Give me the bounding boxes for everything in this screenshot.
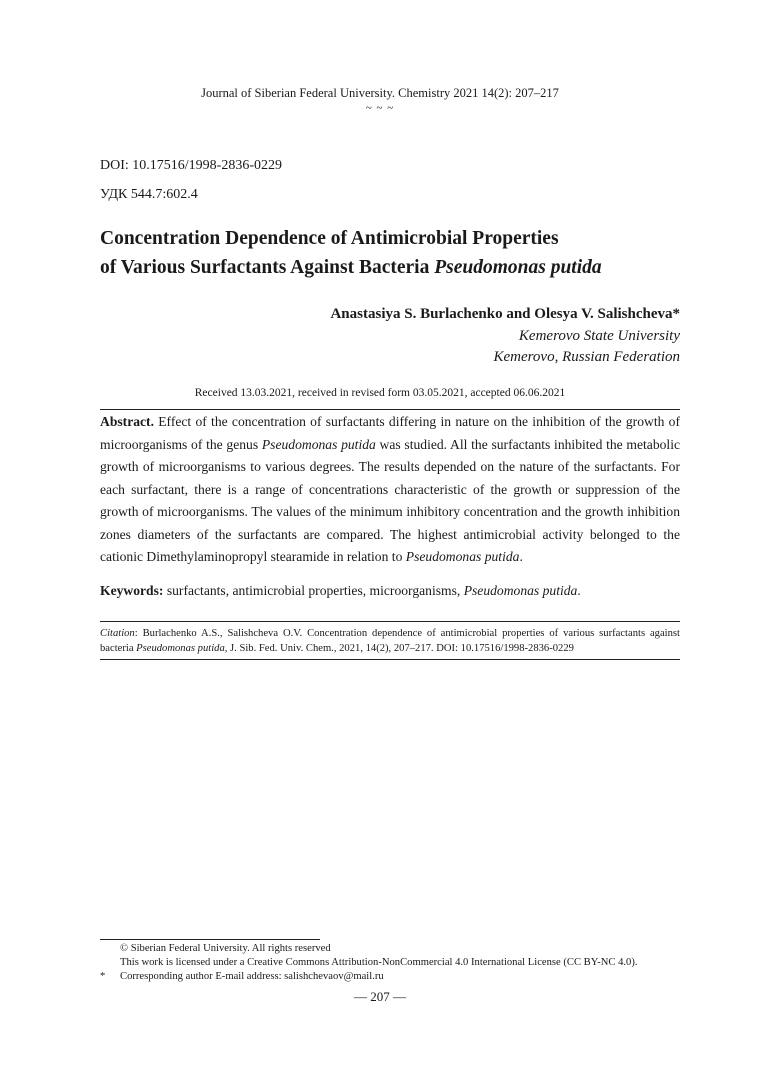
keywords-end: . [577,583,581,598]
abstract-top-rule [100,409,680,410]
keywords-line [100,580,680,602]
author-location: Kemerovo, Russian Federation [493,349,680,365]
abstract-text-1: Effect of the concentration of surfactants differing in nature on the inhibition of the growth of microorganisms of the genus [100,414,680,452]
citation-bottom-rule [100,659,680,660]
journal-header: Journal of Siberian Federal University. Chemistry 2021 14(2): 207–217 [201,86,559,100]
received-dates: Received 13.03.2021, received in revised form 03.05.2021, accepted 06.06.2021 [194,387,566,399]
keywords-species: Pseudomonas putida [463,583,578,598]
footnote-copyright: © Siberian Federal University. All rights reserved [120,943,331,954]
abstract-species-2: Pseudomonas putida [405,549,520,564]
article-title [100,224,690,282]
abstract-end: . [519,549,523,564]
abstract-text-2: was studied. All the surfactants inhibited the metabolic growth of microorganisms to various degrees. The results depended on the nature of the surfactants. For each surfactant, there is a range of concentrations characteristic of the growth or suppression of the growth of microorganisms. The values of the minimum inhibitory concentration and the growth inhibition zones diameters of the surfactants are compared. The highest antimicrobial activity belonged to the cationic Dimethylaminopropyl stearamide in relation to [100,436,681,564]
author-names: Anastasiya S. Burlachenko and Olesya V. Salishcheva* [330,306,680,322]
citation-species: Pseudomonas putida [136,642,225,654]
footnote-corresponding-text: Corresponding author E-mail address: salishchevaov@mail.ru [120,971,384,982]
abstract-label: Abstract. [100,414,154,429]
abstract-species-1: Pseudomonas putida [261,436,376,452]
citation-label: Citation [100,628,135,639]
footnote-star: * [100,971,106,982]
citation-text-2: , J. Sib. Fed. Univ. Chem., 2021, 14(2), 207–217. DOI: 10.17516/1998-2836-0229 [224,642,574,654]
citation-block [100,627,680,656]
footnote-corresponding [100,970,384,984]
footnote-rule [100,939,320,940]
title-line-2-text: of Various Surfactants Against Bacteria [100,257,435,278]
title-line-1: Concentration Dependence of Antimicrobial Properties [100,228,559,249]
footnote-license: This work is licensed under a Creative Commons Attribution-NonCommercial 4.0 International License (CC BY-NC 4.0). [120,957,638,968]
udk-line: УДК 544.7:602.4 [100,187,198,202]
header-ornament: ~ ~ ~ [365,102,395,114]
author-affiliation: Kemerovo State University [518,328,680,344]
citation-text-1: : Burlachenko A.S., Salishcheva O.V. Concentration dependence of antimicrobial properties of various surfactants against bacteria [100,628,680,654]
title-line-2 [100,253,690,282]
page-number: — 207 — [354,989,406,1004]
abstract-paragraph [100,411,680,569]
title-species: Pseudomonas putida [434,257,602,278]
keywords-label: Keywords: [100,583,164,598]
keywords-text: surfactants, antimicrobial properties, microorganisms, [163,583,464,598]
doi-line: DOI: 10.17516/1998-2836-0229 [100,158,282,173]
citation-top-rule [100,621,680,622]
